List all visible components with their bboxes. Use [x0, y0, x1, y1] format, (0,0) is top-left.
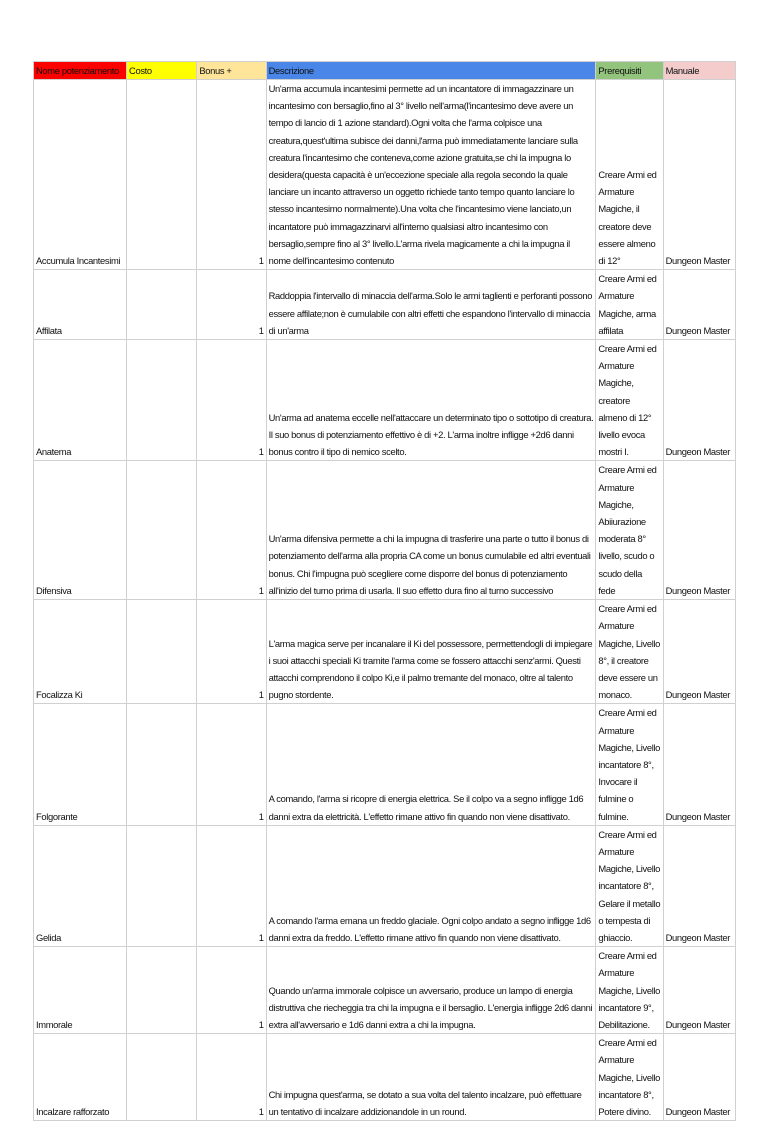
- cell-description[interactable]: Un'arma difensiva permette a chi la impugna di trasferire una parte o tutto il bonus di potenziamento dell'arma alla propria CA come un bonus cumulabile ed altri eventuali bonus. Chi l'impugna può scegliere come disporre del bonus di potenziamento all'inizio del turno prima di usarla. Il suo effetto dura fino al turno successivo: [266, 461, 596, 600]
- header-manual[interactable]: Manuale: [663, 62, 735, 80]
- header-name[interactable]: Nome potenziamento: [34, 62, 127, 80]
- cell-manual[interactable]: Dungeon Master: [663, 825, 735, 946]
- header-prerequisites[interactable]: Prerequisiti: [596, 62, 663, 80]
- cell-description[interactable]: L'arma magica serve per incanalare il Ki del possessore, permettendogli di impiegare i suoi attacchi speciali Ki tramite l'arma come se fossero attacchi senz'armi. Questi attacchi comprendono il colpo Ki,e il palmo tremante del monaco, oltre al talento pugno stordente.: [266, 600, 596, 704]
- cell-name[interactable]: Incalzare rafforzato: [34, 1034, 127, 1121]
- cell-cost[interactable]: [127, 80, 197, 270]
- cell-prerequisites[interactable]: Creare Armi ed Armature Magiche, Livello 8°, il creatore deve essere un monaco.: [596, 600, 663, 704]
- cell-bonus[interactable]: 1: [197, 80, 266, 270]
- cell-bonus[interactable]: 1: [197, 461, 266, 600]
- spreadsheet: [33, 61, 736, 1121]
- cell-name[interactable]: Accumula Incantesimi: [34, 80, 127, 270]
- cell-description[interactable]: Un'arma ad anatema eccelle nell'attaccare un determinato tipo o sottotipo di creatura. Il suo bonus di potenziamento effettivo è di +2. L'arma inoltre infligge +2d6 danni bonus contro il tipo di nemico scelto.: [266, 340, 596, 461]
- cell-bonus[interactable]: 1: [197, 947, 266, 1034]
- cell-name[interactable]: Focalizza Ki: [34, 600, 127, 704]
- cell-description[interactable]: Raddoppia l'intervallo di minaccia dell'arma.Solo le armi taglienti e perforanti possono essere affilate;non è cumulabile con altri effetti che espandono l'intervallo di minaccia di un'arma: [266, 270, 596, 340]
- cell-name[interactable]: Affilata: [34, 270, 127, 340]
- cell-prerequisites[interactable]: Creare Armi ed Armature Magiche, il creatore deve essere almeno di 12°: [596, 80, 663, 270]
- cell-prerequisites[interactable]: Creare Armi ed Armature Magiche, creatore almeno di 12° livello evoca mostri I.: [596, 340, 663, 461]
- cell-bonus[interactable]: 1: [197, 340, 266, 461]
- cell-cost[interactable]: [127, 947, 197, 1034]
- cell-prerequisites[interactable]: Creare Armi ed Armature Magiche, Livello incantatore 9°, Debilitazione.: [596, 947, 663, 1034]
- cell-cost[interactable]: [127, 270, 197, 340]
- table-row: [34, 600, 736, 704]
- table-row: [34, 270, 736, 340]
- header-description[interactable]: Descrizione: [266, 62, 596, 80]
- cell-bonus[interactable]: 1: [197, 600, 266, 704]
- cell-cost[interactable]: [127, 704, 197, 825]
- cell-manual[interactable]: Dungeon Master: [663, 80, 735, 270]
- table-row: [34, 80, 736, 270]
- table-row: [34, 704, 736, 825]
- cell-manual[interactable]: Dungeon Master: [663, 947, 735, 1034]
- table-row: [34, 340, 736, 461]
- cell-description[interactable]: Quando un'arma immorale colpisce un avversario, produce un lampo di energia distruttiva che riecheggia tra chi la impugna e il bersaglio. L'energia infligge 2d6 danni extra all'avversario e 1d6 danni extra a chi la impugna.: [266, 947, 596, 1034]
- cell-prerequisites[interactable]: Creare Armi ed Armature Magiche, Abiiurazione moderata 8° livello, scudo o scudo della fede: [596, 461, 663, 600]
- cell-cost[interactable]: [127, 461, 197, 600]
- header-row: [34, 62, 736, 80]
- table-row: [34, 1034, 736, 1121]
- enchantments-table: [33, 61, 736, 1121]
- table-row: [34, 947, 736, 1034]
- cell-cost[interactable]: [127, 825, 197, 946]
- cell-bonus[interactable]: 1: [197, 825, 266, 946]
- cell-bonus[interactable]: 1: [197, 270, 266, 340]
- cell-cost[interactable]: [127, 340, 197, 461]
- cell-name[interactable]: Folgorante: [34, 704, 127, 825]
- cell-name[interactable]: Immorale: [34, 947, 127, 1034]
- cell-name[interactable]: Anatema: [34, 340, 127, 461]
- cell-manual[interactable]: Dungeon Master: [663, 704, 735, 825]
- cell-manual[interactable]: Dungeon Master: [663, 340, 735, 461]
- header-cost[interactable]: Costo: [127, 62, 197, 80]
- cell-manual[interactable]: Dungeon Master: [663, 1034, 735, 1121]
- cell-manual[interactable]: Dungeon Master: [663, 600, 735, 704]
- cell-description[interactable]: A comando, l'arma si ricopre di energia elettrica. Se il colpo va a segno infligge 1d6 danni extra da elettricità. L'effetto rimane attivo fin quando non viene disattivato.: [266, 704, 596, 825]
- cell-manual[interactable]: Dungeon Master: [663, 270, 735, 340]
- cell-prerequisites[interactable]: Creare Armi ed Armature Magiche, Livello incantatore 8°, Gelare il metallo o tempesta di ghiaccio.: [596, 825, 663, 946]
- cell-prerequisites[interactable]: Creare Armi ed Armature Magiche, Livello incantatore 8°, Invocare il fulmine o fulmine.: [596, 704, 663, 825]
- cell-prerequisites[interactable]: Creare Armi ed Armature Magiche, arma affilata: [596, 270, 663, 340]
- cell-name[interactable]: Difensiva: [34, 461, 127, 600]
- header-bonus[interactable]: Bonus +: [197, 62, 266, 80]
- cell-prerequisites[interactable]: Creare Armi ed Armature Magiche, Livello incantatore 8°, Potere divino.: [596, 1034, 663, 1121]
- table-row: [34, 461, 736, 600]
- cell-cost[interactable]: [127, 1034, 197, 1121]
- cell-bonus[interactable]: 1: [197, 1034, 266, 1121]
- table-row: [34, 825, 736, 946]
- cell-description[interactable]: A comando l'arma emana un freddo glaciale. Ogni colpo andato a segno infligge 1d6 danni extra da freddo. L'effetto rimane attivo fin quando non viene disattivato.: [266, 825, 596, 946]
- cell-manual[interactable]: Dungeon Master: [663, 461, 735, 600]
- cell-description[interactable]: Chi impugna quest'arma, se dotato a sua volta del talento incalzare, può effettuare un tentativo di incalzare addizionandole in un round.: [266, 1034, 596, 1121]
- cell-cost[interactable]: [127, 600, 197, 704]
- cell-name[interactable]: Gelida: [34, 825, 127, 946]
- cell-description[interactable]: Un'arma accumula incantesimi permette ad un incantatore di immagazzinare un incantesimo con bersaglio,fino al 3° livello nell'arma(l'incantesimo deve avere un tempo di lancio di 1 azione standard).Ogni volta che l'arma colpisce una creatura,quest'ultima subisce dei danni,l'arma può immediatamente lanciare sulla creatura l'incantesimo che conteneva,come azione gratuita,se chi la impugna lo desidera(questa capacità è un'eccezione speciale alla regola secondo la quale lanciare un incanto attraverso un oggetto richiede tanto tempo quanto lanciare lo stesso incantesimo normalmente).Una volta che l'incantesimo viene lanciato,un incantatore può immagazzinarvi all'interno qualsiasi altro incantesimo con bersaglio,sempre fino al 3° livello.L'arma rivela magicamente a chi la impugna il nome dell'incantesimo contenuto: [266, 80, 596, 270]
- cell-bonus[interactable]: 1: [197, 704, 266, 825]
